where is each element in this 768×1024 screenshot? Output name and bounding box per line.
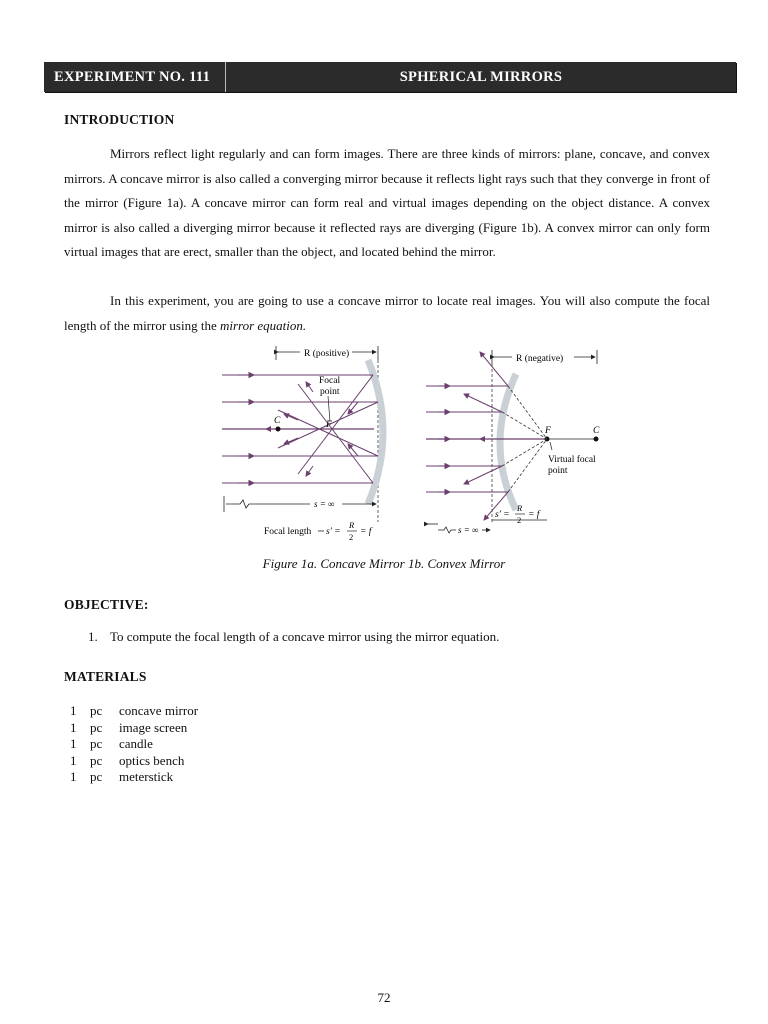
header-bar bbox=[44, 62, 736, 92]
page-number: 72 bbox=[377, 990, 391, 1005]
concave-r-num: R bbox=[349, 520, 355, 530]
material-qty: 1 bbox=[70, 703, 77, 718]
mirror-diagram bbox=[218, 344, 610, 544]
concave-eq-f: = f bbox=[360, 527, 372, 537]
material-unit: pc bbox=[90, 719, 103, 735]
list-item bbox=[70, 753, 198, 770]
convex-virtual-focal-2: point bbox=[548, 466, 568, 476]
objective-heading: OBJECTIVE: bbox=[64, 597, 149, 612]
experiment-number: EXPERIMENT NO. 111 bbox=[44, 62, 226, 92]
material-name: meterstick bbox=[119, 769, 174, 784]
material-name: concave mirror bbox=[119, 703, 199, 718]
material-unit: pc bbox=[90, 736, 103, 751]
experiment-title: SPHERICAL MIRRORS bbox=[399, 68, 563, 85]
introduction-heading: INTRODUCTION bbox=[64, 112, 175, 127]
mirror-figure bbox=[218, 344, 610, 544]
material-qty: 1 bbox=[70, 752, 77, 768]
convex-virtual-focal-1: Virtual focal bbox=[548, 455, 596, 465]
material-name: candle bbox=[119, 736, 153, 751]
material-unit: pc bbox=[90, 769, 103, 784]
materials-list bbox=[70, 703, 198, 786]
convex-c-label: C bbox=[593, 426, 600, 436]
concave-focal-label-1: Focal bbox=[319, 376, 341, 386]
figure-caption: Figure 1a. Concave Mirror 1b. Convex Mirror bbox=[262, 556, 506, 571]
list-item bbox=[70, 736, 198, 753]
material-name: image screen bbox=[119, 719, 188, 735]
convex-f-label: F bbox=[545, 426, 551, 436]
convex-s-label: s = ∞ bbox=[458, 525, 479, 535]
concave-focal-length-label: Focal length bbox=[264, 527, 312, 537]
material-unit: pc bbox=[90, 703, 103, 718]
convex-two: 2 bbox=[517, 515, 522, 525]
list-item bbox=[70, 769, 198, 786]
convex-eq-f: = f bbox=[528, 510, 540, 520]
objective-item-text: To compute the focal length of a concave mirror using the mirror equation. bbox=[110, 629, 500, 644]
concave-mirror-diagram bbox=[222, 346, 383, 542]
material-qty: 1 bbox=[70, 736, 77, 751]
intro-paragraph-2-text: In this experiment, you are going to use a concave mirror to locate real images. You will also compute the focal length of the mirror using the bbox=[64, 293, 710, 333]
concave-two: 2 bbox=[349, 532, 354, 542]
convex-r-num: R bbox=[517, 503, 523, 513]
convex-r-label: R (negative) bbox=[516, 354, 564, 364]
material-unit: pc bbox=[90, 752, 103, 768]
convex-mirror-diagram bbox=[426, 350, 600, 535]
mirror-equation-term: mirror equation. bbox=[219, 317, 307, 333]
concave-s-label: s = ∞ bbox=[314, 499, 335, 509]
convex-s-prime: s′ = bbox=[495, 510, 510, 520]
concave-focal-label-2: point bbox=[320, 387, 340, 397]
intro-paragraph-1: Mirrors reflect light regularly and can form images. There are three kinds of mirrors: plane, concave, and convex mirrors. A concave mirror is also called a converging mirror because it reflects light rays such that they converge in front of the mirror (Figure 1a). A concave mirror can form real and virtual images depending on the object distance. A convex mirror is also called a diverging mirror because it reflected rays are diverging (Figure 1b). A convex mirror can only form virtual images that are erect, smaller than the object, and located behind the mirror. bbox=[64, 146, 710, 259]
list-item bbox=[70, 703, 198, 720]
objective-item bbox=[88, 629, 499, 645]
objective-item-number: 1. bbox=[88, 629, 98, 644]
list-item bbox=[70, 720, 198, 737]
material-qty: 1 bbox=[70, 769, 77, 784]
materials-heading: MATERIALS bbox=[64, 669, 147, 684]
concave-c-label: C bbox=[274, 416, 281, 426]
concave-f-label: F bbox=[326, 420, 332, 430]
concave-s-prime: s′ = bbox=[326, 527, 341, 537]
intro-paragraph-2 bbox=[64, 289, 710, 338]
material-qty: 1 bbox=[70, 719, 77, 735]
concave-r-label: R (positive) bbox=[304, 349, 350, 359]
material-name: optics bench bbox=[119, 752, 185, 768]
